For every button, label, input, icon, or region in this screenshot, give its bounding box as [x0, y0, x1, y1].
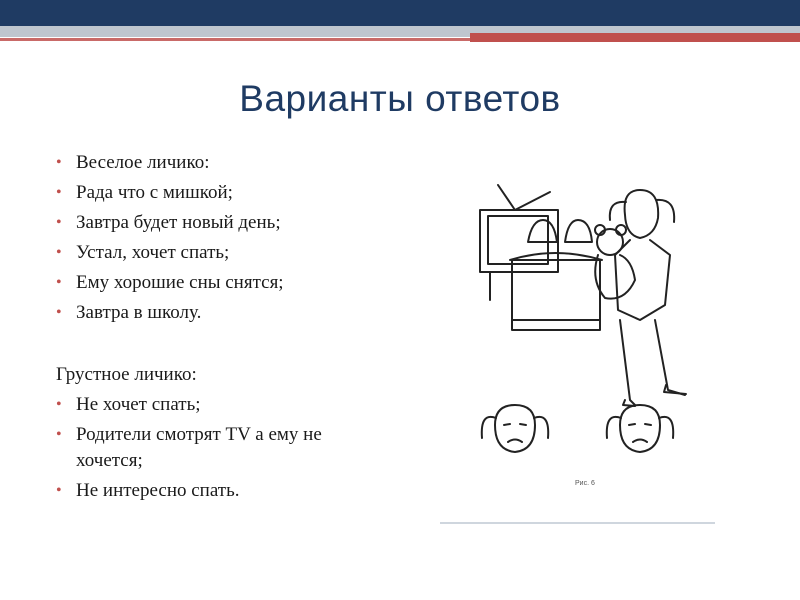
sad-heading: Грустное личико: [56, 364, 197, 385]
bullet-icon: • [56, 184, 62, 201]
girl-icon [610, 190, 686, 406]
list-item: • Завтра в школу. [56, 300, 386, 326]
bullet-icon: • [56, 154, 62, 171]
header-band [0, 0, 800, 44]
list-item: • Не интересно спать. [56, 478, 386, 504]
list-item: • Рада что с мишкой; [56, 180, 386, 206]
header-band-dark [0, 0, 800, 26]
sad-face-icon [482, 405, 548, 452]
header-band-red [470, 33, 800, 42]
bullet-icon: • [56, 482, 62, 499]
list-item: • Устал, хочет спать; [56, 240, 386, 266]
bullet-icon: • [56, 274, 62, 291]
bullet-icon: • [56, 214, 62, 231]
sad-face-icon [607, 405, 673, 452]
figure-caption: Рис. 6 [575, 480, 595, 487]
parent-head-icon [528, 220, 592, 242]
slide-title: Варианты ответов [239, 78, 561, 119]
happy-list [56, 150, 386, 330]
bullet-icon: • [56, 244, 62, 261]
list-item: • Ему хорошие сны снятся; [56, 270, 386, 296]
list-item: • Не хочет спать; [56, 392, 386, 418]
list-item: • Веселое личико: [56, 150, 386, 176]
header-band-thin-line [0, 38, 470, 41]
bullet-icon: • [56, 304, 62, 321]
list-item: • Завтра будет новый день; [56, 210, 386, 236]
tv-antenna-icon [498, 185, 550, 210]
girl-with-teddy-illustration [440, 180, 720, 530]
list-item: • Родители смотрят TV а ему не хочется; [56, 424, 322, 471]
sad-list [56, 392, 386, 508]
bullet-icon: • [56, 396, 62, 413]
bullet-icon: • [56, 426, 62, 443]
tv-icon [480, 210, 558, 300]
